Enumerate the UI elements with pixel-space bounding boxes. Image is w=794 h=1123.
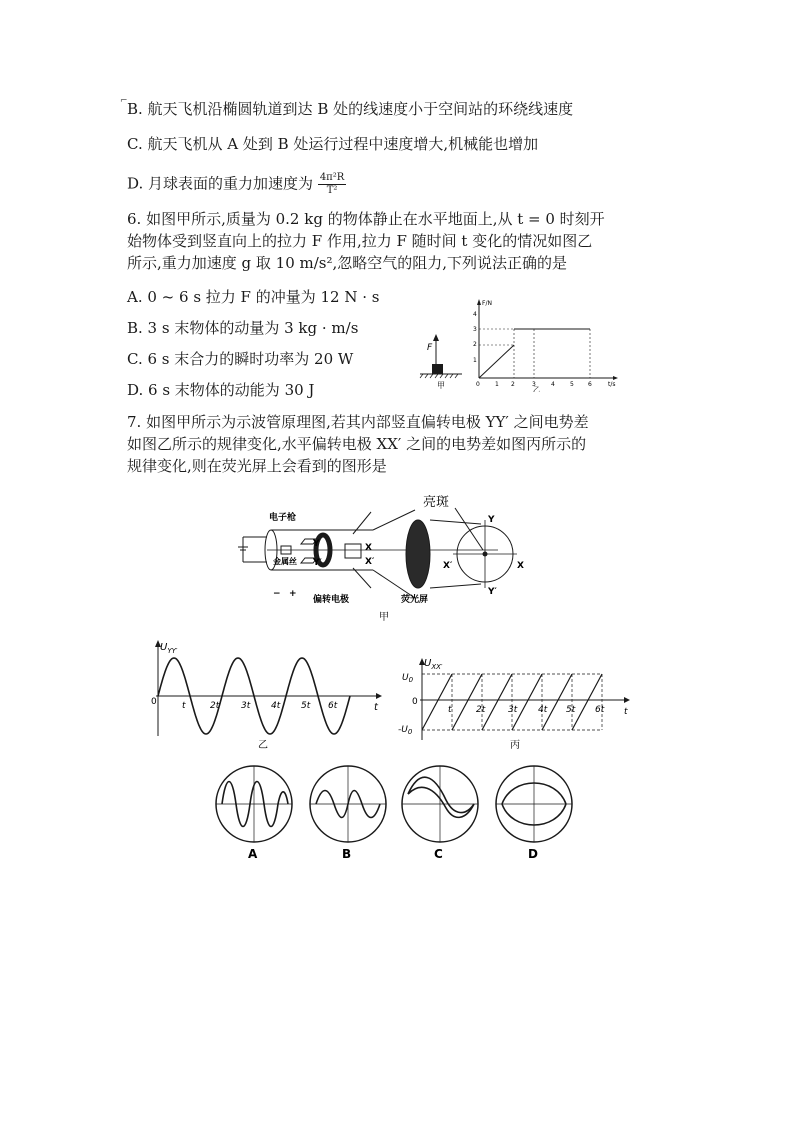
label-yp-screen: Y′ [488,587,497,597]
plate-lead-top [353,512,371,534]
label-x-plate: X [365,543,372,553]
q6-option-b[interactable]: B. 3 s 末物体的动量为 3 kg · m/s [127,319,359,337]
x-tick-3: 3 [532,381,536,388]
choice-a[interactable] [216,766,292,861]
u0-symbol: U [402,673,409,683]
tick-4t: 4t [538,705,548,715]
label-plus: + [289,589,297,599]
q7-stem-line3: 规律变化,则在荧光屏上会看到的图形是 [127,457,387,475]
q7-answer-choices [208,764,588,864]
x-axis-label: t/s [608,381,616,388]
block [432,364,443,374]
label-screen: 荧光屏 [401,595,429,605]
label-xp-screen: X′ [443,561,453,571]
label-spot: 亮斑 [423,495,450,510]
u-symbol: U [424,658,432,669]
t-axis-label: t [374,702,378,713]
neg-u0-label [398,725,413,736]
ground-hatch [420,374,458,378]
caption-tube: 甲 [379,612,389,622]
x-tick-4: 4 [551,381,555,388]
u0-label [402,673,414,684]
choice-d-label: D [528,847,538,861]
choice-c[interactable] [402,766,478,861]
projection-line-top [430,520,481,524]
choice-c-trace-1 [408,777,474,812]
u-subscript: YY′ [167,647,178,655]
y-tick-1: 1 [473,357,477,364]
tick-5t: 5t [566,705,576,715]
label-filament: 金属丝 [273,557,297,566]
tick-2t: 2t [476,705,486,715]
t-ticks [448,705,628,717]
tick-6t: 6t [328,701,338,711]
projection-line-bottom [430,584,481,588]
u-subscript: XX′ [431,663,443,671]
neg-u0-subscript: 0 [407,728,413,736]
caption-jia: 甲 [437,381,445,390]
t-axis-label: t [624,707,628,717]
q5-option-d[interactable] [127,172,346,197]
q5-option-b[interactable]: B. 航天飞机沿椭圆轨道到达 B 处的线速度小于空间站的环绕线速度 [127,100,574,118]
fraction-denominator: T² [326,185,338,196]
origin-label: 0 [151,697,157,707]
choice-c-label: C [434,847,443,861]
q7-figure-yi [146,636,386,752]
t-ticks [182,701,338,711]
choice-b-label: B [342,847,352,861]
tick-4t: 4t [271,701,281,711]
fluorescent-screen [406,520,430,588]
y-tick-labels [473,311,477,364]
choice-a-label: A [248,847,258,861]
label-yp-plate: Y′ [313,558,322,568]
q6-stem-line1: 6. 如图甲所示,质量为 0.2 kg 的物体静止在水平地面上,从 t = 0 时刻开 [127,210,605,228]
y-tick-4: 4 [473,311,477,318]
label-minus: − [273,589,281,599]
label-y-screen: Y [488,515,495,525]
y-axis-arrow [477,299,481,305]
cursor-mark: ⌐ [120,96,128,106]
force-label: F [427,343,433,353]
force-arrow-head [433,334,439,341]
tick-6t: 6t [595,705,605,715]
caption-yi: 乙 [533,386,540,392]
x-tick-6: 6 [588,381,592,388]
bright-spot [483,552,488,557]
tick-2t: 2t [210,701,220,711]
q5-option-d-text: D. 月球表面的重力加速度为 [127,174,314,193]
t-axis-arrow [376,693,382,699]
zero-label: 0 [412,697,418,707]
x-tick-0: 0 [476,381,480,388]
label-deflector: 偏转电极 [313,595,350,605]
q6-figure-jia [418,330,466,392]
t-axis-arrow [624,697,630,703]
u-symbol: U [160,642,168,653]
tick-t: t [448,705,452,715]
x-tick-5: 5 [570,381,574,388]
x-tick-1: 1 [495,381,499,388]
tick-3t: 3t [241,701,251,711]
q5-option-c[interactable]: C. 航天飞机从 A 处到 B 处运行过程中速度增大,机械能也增加 [127,135,539,153]
label-y-plate: Y [313,539,320,549]
funnel-top [373,510,415,530]
q6-stem-line3: 所示,重力加速度 g 取 10 m/s²,忽略空气的阻力,下列说法正确的是 [127,254,568,272]
caption-yi: 乙 [258,740,268,751]
label-xp-plate: X′ [365,557,375,567]
plate-x-box [345,544,361,558]
tick-5t: 5t [301,701,311,711]
q5-option-d-fraction [318,172,346,197]
u-axis-label [424,658,443,671]
guide-lines [479,329,590,378]
q7-figure-jia [233,492,533,622]
y-tick-3: 3 [473,326,477,333]
neg-u0-symbol: -U [398,725,408,735]
u0-subscript: 0 [408,676,414,684]
sawtooth-guides [422,674,602,730]
force-ramp [479,345,514,378]
label-x-screen: X [517,561,524,571]
q7-stem-line2: 如图乙所示的规律变化,水平偏转电极 XX′ 之间的电势差如图丙所示的 [127,435,587,453]
x-tick-2: 2 [511,381,515,388]
choice-d[interactable] [496,766,572,861]
plate-lead-bottom [353,568,371,588]
tick-3t: 3t [508,705,518,715]
choice-b[interactable] [310,766,386,861]
y-tick-2: 2 [473,341,477,348]
q7-figure-bing [398,652,638,752]
caption-bing: 丙 [510,740,520,751]
label-gun: 电子枪 [269,513,297,523]
q6-option-a[interactable]: A. 0 ~ 6 s 拉力 F 的冲量为 12 N · s [127,288,380,306]
x-axis-arrow [613,376,618,380]
fraction-numerator: 4π²R [319,172,345,183]
q6-option-d[interactable]: D. 6 s 末物体的动能为 30 J [127,381,315,399]
u-axis-label [160,642,178,655]
q6-figure-yi [470,296,620,392]
q7-stem-line1: 7. 如图甲所示为示波管原理图,若其内部竖直偏转电极 YY′ 之间电势差 [127,413,589,431]
y-axis-label: F/N [482,300,492,307]
q6-stem-line2: 始物体受到竖直向上的拉力 F 作用,拉力 F 随时间 t 变化的情况如图乙 [127,232,593,250]
tick-t: t [182,701,186,711]
q6-option-c[interactable]: C. 6 s 末合力的瞬时功率为 20 W [127,350,354,368]
